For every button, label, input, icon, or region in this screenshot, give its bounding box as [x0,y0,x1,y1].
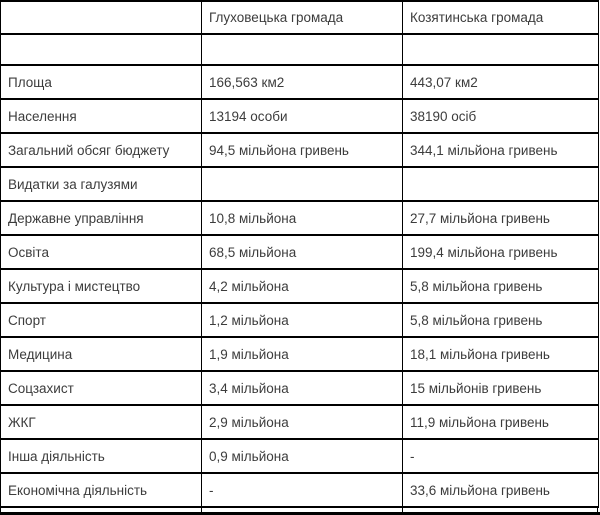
row-label-cell: Видатки за галузями [1,167,202,201]
value-cell: 4,2 мільйона [202,269,403,303]
row-label-cell [1,34,202,65]
table-row [1,405,599,439]
column-header-koziatynska: Козятинська громада [403,1,599,34]
table-row [1,65,599,99]
value-cell [202,167,403,201]
value-cell: 94,5 мільйона гривень [202,133,403,167]
table-row [1,235,599,269]
column-header-blank [1,1,202,34]
value-cell: 166,563 км2 [202,65,403,99]
row-label-cell: ЖКГ [1,405,202,439]
value-cell: 0,9 мільйона [202,439,403,473]
value-cell: 1,9 мільйона [202,337,403,371]
value-cell [403,167,599,201]
value-cell: - [202,473,403,507]
row-label-cell: Площа [1,65,202,99]
table-row [1,34,599,65]
value-cell: 5,8 мільйона гривень [403,303,599,337]
table-row [1,337,599,371]
value-cell: 18,1 мільйона гривень [403,337,599,371]
table-header-row [1,1,599,34]
value-cell: 10,8 мільйона [202,201,403,235]
row-label-cell: Загальний обсяг бюджету [1,133,202,167]
table-row [1,99,599,133]
row-label-cell: Соцзахист [1,371,202,405]
table-row [1,371,599,405]
value-cell: 11,9 мільйона гривень [403,405,599,439]
table-row [1,473,599,507]
table-body [1,34,599,507]
value-cell: 1,2 мільйона [202,303,403,337]
row-label-cell: Інша діяльність [1,439,202,473]
row-label-cell: Медицина [1,337,202,371]
value-cell [202,34,403,65]
value-cell: 5,8 мільйона гривень [403,269,599,303]
partial-next-row [0,508,600,515]
table-row [1,439,599,473]
value-cell: 38190 осіб [403,99,599,133]
table-row [1,133,599,167]
row-label-cell: Культура і мистецтво [1,269,202,303]
row-label-cell: Освіта [1,235,202,269]
value-cell: 2,9 мільйона [202,405,403,439]
row-label-cell: Економічна діяльність [1,473,202,507]
row-label-cell: Населення [1,99,202,133]
table-row [1,167,599,201]
value-cell: 68,5 мільйона [202,235,403,269]
value-cell: 199,4 мільйона гривень [403,235,599,269]
value-cell: - [403,439,599,473]
table-row [1,303,599,337]
column-header-hlukhovetska: Глуховецька громада [202,1,403,34]
value-cell [403,34,599,65]
value-cell: 15 мільйонів гривень [403,371,599,405]
value-cell: 344,1 мільйона гривень [403,133,599,167]
value-cell: 13194 особи [202,99,403,133]
value-cell: 3,4 мільйона [202,371,403,405]
table-row [1,201,599,235]
value-cell: 443,07 км2 [403,65,599,99]
row-label-cell: Спорт [1,303,202,337]
row-label-cell: Державне управління [1,201,202,235]
table-row [1,269,599,303]
value-cell: 27,7 мільйона гривень [403,201,599,235]
value-cell: 33,6 мільйона гривень [403,473,599,507]
